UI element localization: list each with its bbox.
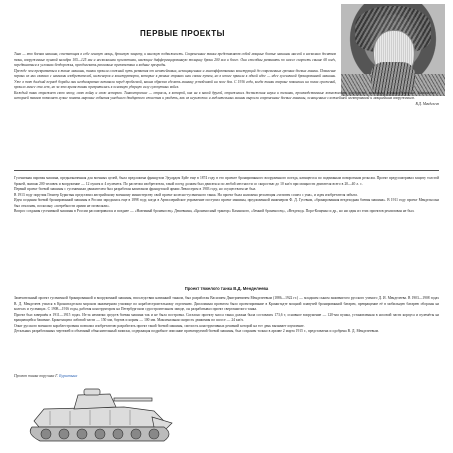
body-paragraph: Первый проект боевой машины с гусеничным движителем был разработан капитаном французской армии Левассером в 1903 году, но осуществлен не был. xyxy=(14,187,257,192)
section-subheading: Проект тяжелого танка В.Д. Менделеева xyxy=(184,286,269,291)
page-heading: ПЕРВЫЕ ПРОЕКТЫ xyxy=(140,29,225,38)
divider xyxy=(14,170,439,171)
body-paragraph: В 1913 году поручик Гюнтер Бурштын представил австрийскому военному министерству свой проект колесно-гусеничного танка. На проект была наложена резолюция «человек сошел с ума», и идея изобретателя забыта. xyxy=(14,192,358,197)
figure-caption xyxy=(14,374,77,378)
history-section xyxy=(14,176,439,215)
body-paragraph: Опыт русского военного кораблестроения позволил изобретателю разработать проект такой боевой машины, смелость конструктивных решений которой на тот день вызывает изумление. xyxy=(14,323,305,328)
tank-drawing-icon xyxy=(14,381,179,451)
body-paragraph: Замечательный проект гусеничной бронированной и вооруженной машины, впоследствии названной танком, был разработан Василием Дмитриевичем Менделеевым (1886—1922 гг.) — младшим сыном знаменитого русского ученого Д. И. Менделеева. В 1903—1908 годах В. Д. Менделеев учился в Кронштадтском морском инженерном училище по кораблестроительному отделению. Дипломным проектом было проектирование в Кронштадте мощной плавучей бронированной батареи, превращение её в мобильную батарею обороны на колесах и гусеницах. С 1908—1916 годы, работая конструктором на Петербургском судостроительном заводе, он разрабатывал проект сверхтяжелого танка. xyxy=(14,296,439,312)
mendeleev-tank-section xyxy=(14,296,439,335)
body-paragraph: Гусеничная паровая машина, предназначенная для военных целей, была предложена французом Эдуардом Буйе еще в 1874 году в его проекте бронированного вооруженного поезда, катящегося по подвижным поворотным рельсам. Проект предусматривал защиту толстой броней, экипаж 200 человек и вооружение — 12 пушек и 4 пулемета. По расчетам изобретателя, такой поезд должен был двигаться по любой местности со скоростью до 10 км/ч при мощности двигателя всего в 20—40 л. с. xyxy=(14,176,439,186)
caption-text: Проект танка поручика Г. xyxy=(14,374,60,378)
caption-link[interactable]: Бурштына xyxy=(59,374,78,378)
intro-paragraph: Танк — это боевая машина, сочетающая в себе огневую мощь, броневую защиту, и высокую подвижность. Современные танки представляют собой мощные боевые машины массой в несколько десятков тонн, вооруженные пушкой калибра 105—125 мм и несколькими пулеметами, имеющие дифференцированную толщину брони 200 мм и более. Они способны развивать по шоссе скорость свыше 60 км/ч, передвигаться в условиях бездорожья, преодолевать различные препятствия и водные преграды. xyxy=(14,52,336,68)
body-paragraph: Детальных разработанных чертежей и объемный объяснительный записки, содержащая подробное описание проектируемой боевой машины, был сохранен только в архиве 2 марта 1915 г., представлена и одобрена В. Д. Менделеевым. xyxy=(14,329,379,334)
body-paragraph: Проект был завершён в 1911—1915 годах. Из-за нехватки средств боевая машина так и не была построена. Согласно проекту масса танка должна была составлять 173,6 т, основное вооружение — 120-мм пушка, установленная в носовой части корпуса и пулемёты на вращающейся башенке. Бронезащита лобовой части — 150 мм, бортов и кормы — 100 мм. Максимальная скорость движения по шоссе — 24 км/ч. xyxy=(14,312,439,323)
intro-signature: В.Д. Менделеев xyxy=(415,101,439,106)
body-paragraph: Идея создания боевой бронированной машины в России зародилась еще в 1898 году, когда в Артиллерийское управление поступил проект машины, предложенной инженером Ф. Д. Гусевым, «бронированная вездеходная боевая машина». В 1911 году проект Мендельсона был отклонен, поскольку «потребности армии не позволяли». xyxy=(14,198,439,208)
intro-paragraph: Прежде чем превратиться в такие машины, танки прошли сложный путь развития от незатейливых, незащищенных и малоэффективных конструкций до современных грозных боевых машин. Появление первых из них связано с именами изобретателей, инженеров и конструкторов, которые в разных странах шли своим путем, но в итоге пришли к одной идее — идее гусеничной бронированной машины. Уже в тот далёкий период борьбы они неоднократно вставали перед проблемой, каким образом сделать машину устойчивой на поле боя. С 1916 года, когда танки впервые появились на полях сражений, прошло менее ста лет, но за это время танки превратились в основную ударную силу сухопутных войск. xyxy=(14,68,336,90)
body-paragraph: Вопрос создания гусеничной машины в России рассматривался и позднее — «Наземный броненосец» Дешевкина, «Броненосный трактор» Казанского, «Земной броненосец», «Вездеход» Поро-Кощенко и др., но ни один из этих проектов реализован не был. xyxy=(14,209,415,214)
intro-section xyxy=(14,52,439,107)
intro-paragraph: Каждый танк отражает свою эпоху, свою войну и свою историю. Танкостроение — отрасль, в которой, как ни в какой другой, отражались достижения науки и техники, производственные возможности государств, экономика, военная доктрина. Знакомство с историей танков позволяет лучше понять мировые события ушедшего двадцатого столетия и увидеть, как из неуклюжих и медлительных машин выросли современные боевые машины, оснащенные сложнейшей электроникой и мощнейшим вооружением. xyxy=(14,90,439,101)
